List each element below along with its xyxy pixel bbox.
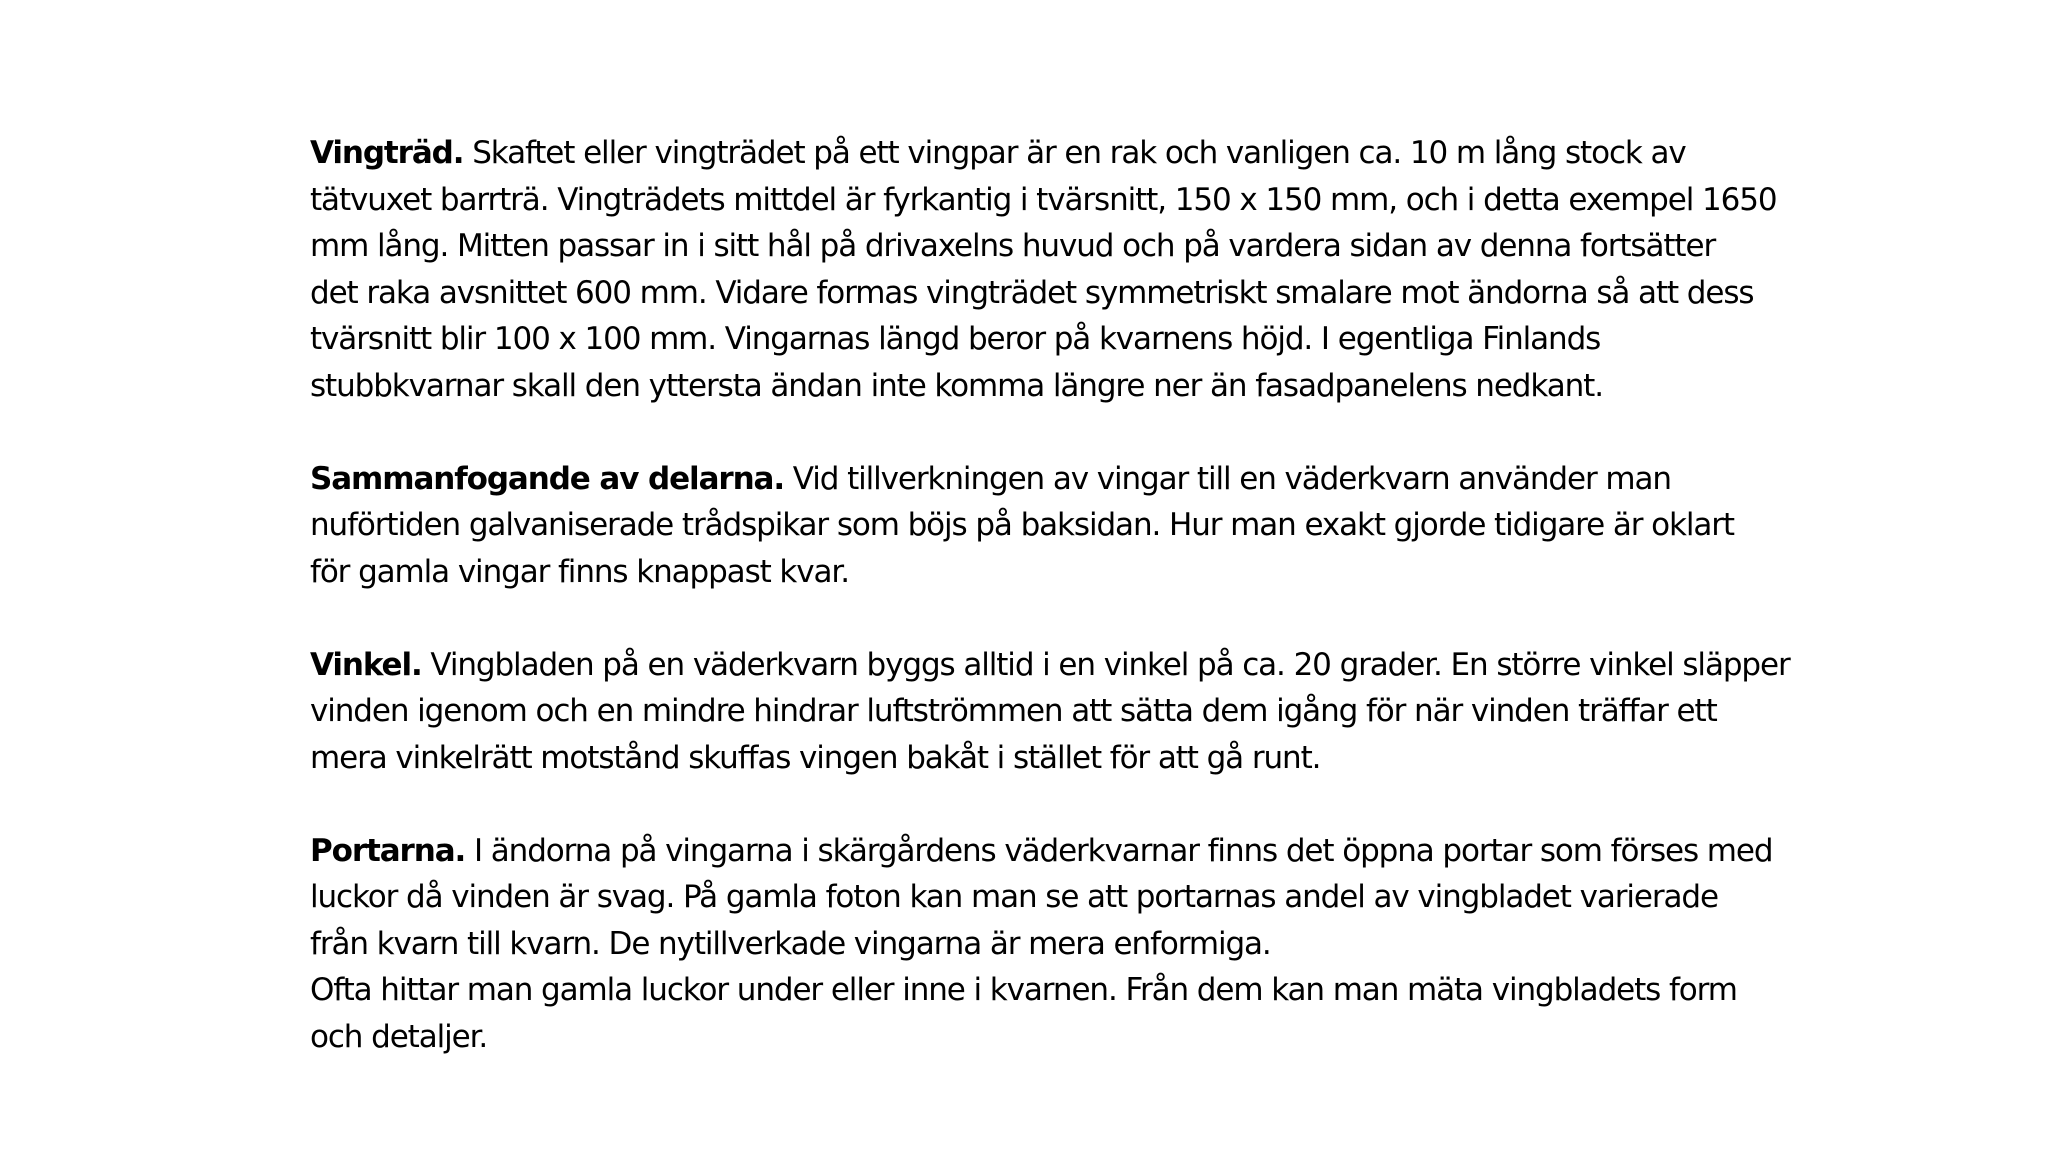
text-line: tätvuxet barrträ. Vingträdets mittdel är fyrkantig i tvärsnitt, 150 x 150 mm, och i detta exempel 1650: [310, 181, 1777, 218]
paragraph-portarna: [310, 828, 1910, 968]
text-body: [310, 130, 1910, 1060]
text-line: luckor då vinden är svag. På gamla foton kan man se att portarnas andel av vingbladet varierade: [310, 879, 1718, 915]
text-line: Ofta hittar man gamla luckor under eller inne i kvarnen. Från dem kan man mäta vingbladets form: [310, 972, 1737, 1008]
paragraph-vingtrad: [310, 130, 1910, 409]
text-line: tvärsnitt blir 100 x 100 mm. Vingarnas längd beror på kvarnens höjd. I egentliga Finlands: [310, 321, 1601, 357]
text-line: nuförtiden galvaniserade trådspikar som böjs på baksidan. Hur man exakt gjorde tidigare är oklart: [310, 507, 1734, 543]
line-text: Vingbladen på en väderkvarn byggs alltid i en vinkel på ca. 20 grader. En större vinkel släpper: [421, 646, 1790, 683]
paragraph-luckor: [310, 967, 1910, 1060]
line-text: I ändorna på vingarna i skärgårdens väderkvarnar finns det öppna portar som förses med: [465, 832, 1773, 869]
text-line: mera vinkelrätt motstånd skuffas vingen bakåt i stället för att gå runt.: [310, 739, 1321, 776]
text-line: för gamla vingar finns knappast kvar.: [310, 553, 849, 590]
line-text: Skaftet eller vingträdet på ett vingpar är en rak och vanligen ca. 10 m lång stock av: [463, 135, 1686, 171]
line-text: Vid tillverkningen av vingar till en väderkvarn använder man: [784, 460, 1671, 497]
paragraph-vinkel: [310, 642, 1910, 782]
text-line: det raka avsnittet 600 mm. Vidare formas vingträdet symmetriskt smalare mot ändorna så att dess: [310, 274, 1754, 311]
paragraph-heading: Sammanfogande av delarna.: [310, 460, 785, 497]
text-line: mm lång. Mitten passar in i sitt hål på drivaxelns huvud och på vardera sidan av denna fortsätter: [310, 228, 1716, 264]
paragraph-heading: Portarna.: [310, 832, 466, 869]
paragraph-heading: Vinkel.: [310, 646, 422, 683]
text-line: [310, 456, 1910, 503]
text-line: vinden igenom och en mindre hindrar luftströmmen att sätta dem igång för när vinden träffar ett: [310, 693, 1717, 729]
text-line: [310, 828, 1910, 875]
paragraph-sammanfogande: [310, 456, 1910, 596]
text-line: [310, 642, 1910, 689]
paragraph-heading: Vingträd.: [310, 135, 464, 171]
text-line: stubbkvarnar skall den yttersta ändan inte komma längre ner än fasadpanelens nedkant.: [310, 367, 1603, 404]
text-line: [310, 130, 1910, 177]
text-line: från kvarn till kvarn. De nytillverkade vingarna är mera enformiga.: [310, 925, 1271, 962]
text-line: och detaljer.: [310, 1018, 488, 1055]
